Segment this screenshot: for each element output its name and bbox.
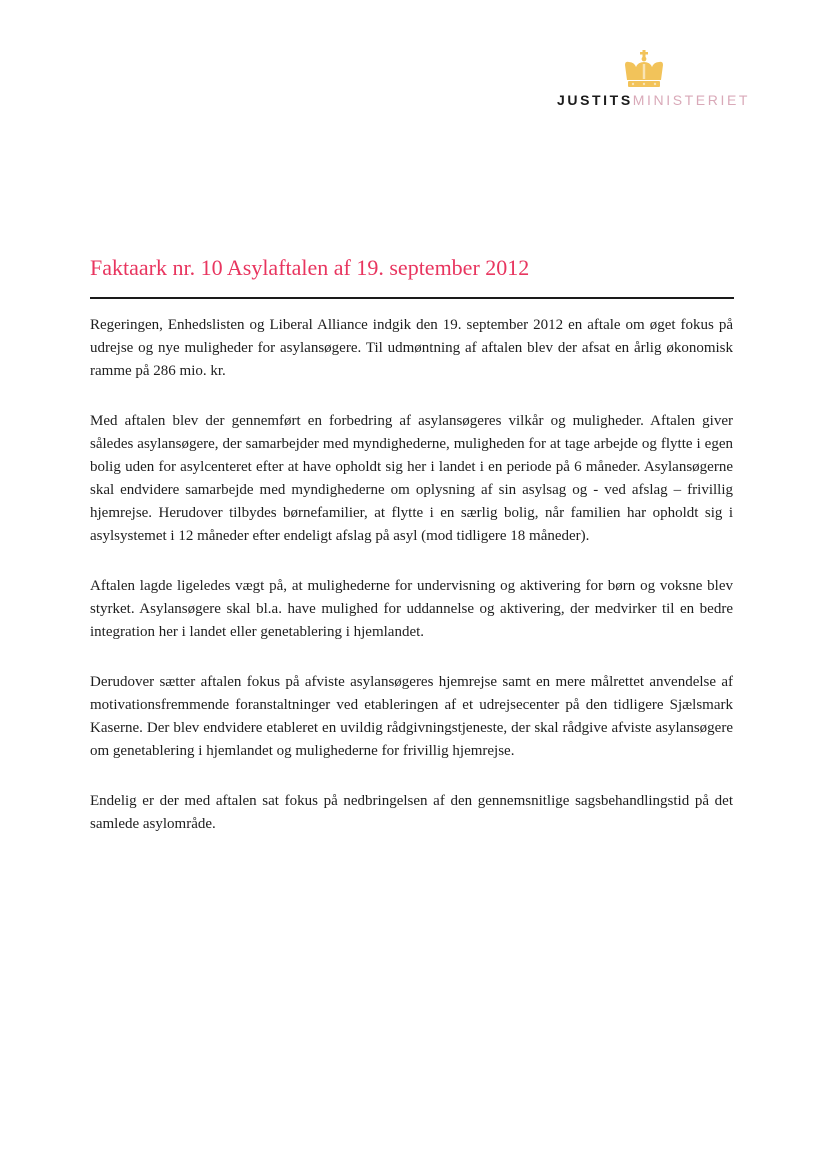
paragraph-1: Regeringen, Enhedslisten og Liberal Alliance indgik den 19. september 2012 en aftale om øget fokus på udrejse og nye muligheder for asylansøgere. Til udmøntning af aftalen blev der afsat en årlig økonomisk ramme på 286 mio. kr.	[90, 317, 733, 379]
paragraph-2: Med aftalen blev der gennemført en forbedring af asylansøgeres vilkår og muligheder. Aftalen giver således asylansøgere, der samarbejder med myndighederne, muligheden for at tage arbejde og flytte i egen bolig uden for asylcenteret efter at have opholdt sig her i landet i en periode på 6 måneder. Asylansøgerne skal endvidere samarbejde med myndighederne om oplysning af sin asylsag og - ved afslag – frivillig hjemrejse. Herudover tilbydes børnefamilier, at flytte i en særlig bolig, når familien har opholdt sig i asylsystemet i 12 måneder efter endeligt afslag på asyl (mod tidligere 18 måneder).	[90, 413, 733, 544]
title-divider	[90, 297, 734, 299]
paragraph-3: Aftalen lagde ligeledes vægt på, at mulighederne for undervisning og aktivering for børn og voksne blev styrket. Asylansøgere skal bl.a. have mulighed for uddannelse og aktivering, der medvirker til en bedre integration her i landet eller genetablering i hjemlandet.	[90, 578, 733, 640]
document-body	[90, 314, 733, 863]
logo-text-light: MINISTERIET	[632, 92, 751, 108]
crown-logo-icon	[622, 50, 666, 88]
paragraph-5: Endelig er der med aftalen sat fokus på nedbringelsen af den gennemsnitlige sagsbehandlingstid på det samlede asylområde.	[90, 793, 733, 832]
logo-text-bold: JUSTITS	[557, 92, 633, 108]
document-title: Faktaark nr. 10 Asylaftalen af 19. september 2012	[90, 255, 530, 280]
ministry-logo	[557, 92, 750, 108]
paragraph-4: Derudover sætter aftalen fokus på afviste asylansøgeres hjemrejse samt en mere målrettet anvendelse af motivationsfremmende foranstaltninger ved etableringen af et udrejsecenter på den tidligere Sjælsmark Kaserne. Der blev endvidere etableret en uvildig rådgivningstjeneste, der skal rådgive afviste asylansøgere om genetablering i hjemlandet og mulighederne for frivillig hjemrejse.	[90, 674, 733, 759]
